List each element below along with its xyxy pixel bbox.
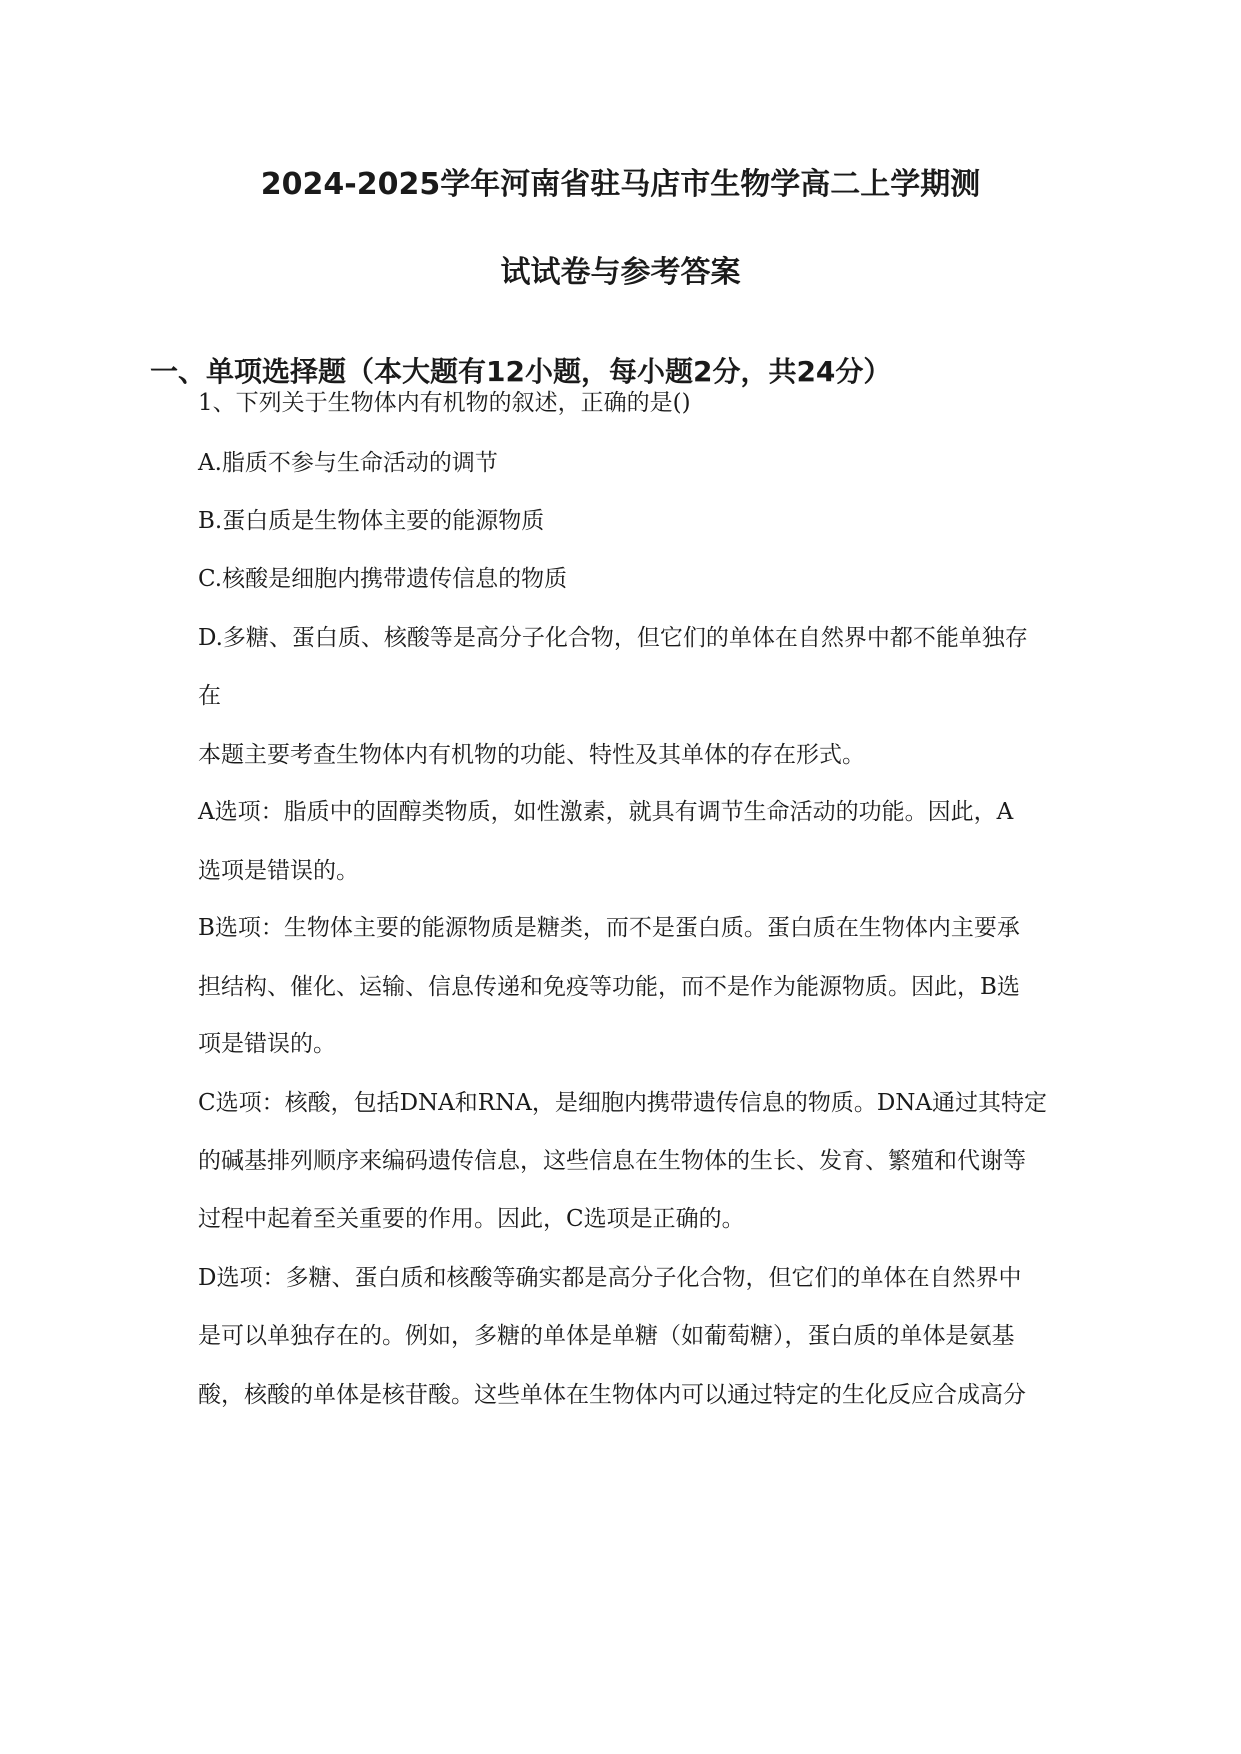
analysis-c-continued-2: 过程中起着至关重要的作用。因此，C选项是正确的。 <box>198 1206 745 1232</box>
analysis-c: C选项：核酸，包括DNA和RNA，是细胞内携带遗传信息的物质。DNA通过其特定 <box>198 1090 1048 1116</box>
analysis-c-continued-1: 的碱基排列顺序来编码遗传信息，这些信息在生物体的生长、发育、繁殖和代谢等 <box>198 1148 1026 1174</box>
analysis-a: A选项：脂质中的固醇类物质，如性激素，就具有调节生命活动的功能。因此，A <box>198 799 1014 825</box>
analysis-b-continued-1: 担结构、催化、运输、信息传递和免疫等功能，而不是作为能源物质。因此，B选 <box>198 974 1020 1000</box>
section-heading: 一、单项选择题（本大题有12小题，每小题2分，共24分） <box>150 355 892 388</box>
document-title-line-2: 试试卷与参考答案 <box>500 255 741 290</box>
option-b: B.蛋白质是生物体主要的能源物质 <box>198 508 545 534</box>
analysis-intro: 本题主要考查生物体内有机物的功能、特性及其单体的存在形式。 <box>198 742 865 768</box>
document-title-line-1: 2024-2025学年河南省驻马店市生物学高二上学期测 <box>260 167 981 202</box>
analysis-d-continued-2: 酸，核酸的单体是核苷酸。这些单体在生物体内可以通过特定的生化反应合成高分 <box>198 1382 1026 1408</box>
analysis-d: D选项：多糖、蛋白质和核酸等确实都是高分子化合物，但它们的单体在自然界中 <box>198 1265 1022 1291</box>
analysis-b-continued-2: 项是错误的。 <box>198 1031 336 1057</box>
analysis-a-continued: 选项是错误的。 <box>198 858 359 884</box>
analysis-d-continued-1: 是可以单独存在的。例如，多糖的单体是单糖（如葡萄糖），蛋白质的单体是氨基 <box>198 1323 1015 1349</box>
option-d-continued: 在 <box>198 683 221 709</box>
option-a: A.脂质不参与生命活动的调节 <box>198 450 498 476</box>
option-c: C.核酸是细胞内携带遗传信息的物质 <box>198 566 568 592</box>
analysis-b: B选项：生物体主要的能源物质是糖类，而不是蛋白质。蛋白质在生物体内主要承 <box>198 915 1020 941</box>
question-stem: 1、下列关于生物体内有机物的叙述，正确的是() <box>198 390 691 416</box>
option-d: D.多糖、蛋白质、核酸等是高分子化合物，但它们的单体在自然界中都不能单独存 <box>198 625 1028 651</box>
